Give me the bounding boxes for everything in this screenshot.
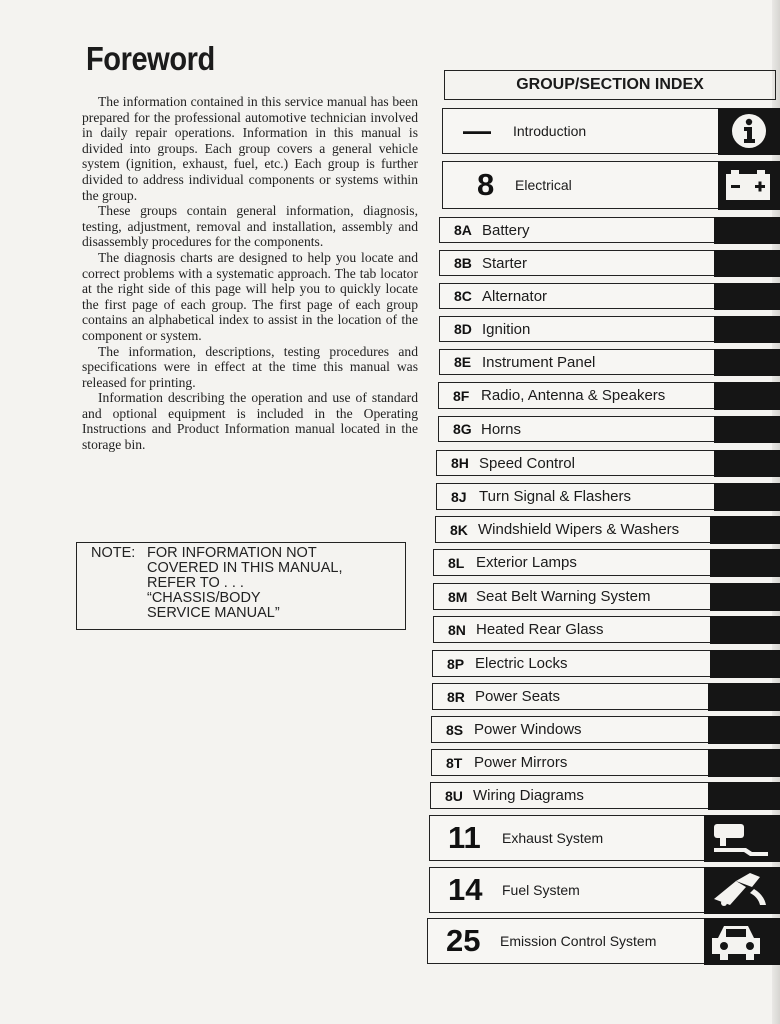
index-label: Power Mirrors — [474, 754, 568, 771]
index-row-section[interactable] — [439, 349, 780, 375]
index-tab[interactable] — [718, 108, 780, 155]
index-row-section[interactable] — [432, 650, 780, 677]
index-tab[interactable] — [710, 650, 780, 678]
note-box — [76, 542, 406, 630]
index-code: 8T — [446, 754, 463, 771]
index-code: 8B — [454, 255, 472, 271]
note-label: NOTE: — [91, 545, 136, 561]
index-tab[interactable] — [718, 161, 780, 210]
index-code: 8F — [453, 387, 470, 404]
index-label: Exterior Lamps — [476, 554, 577, 571]
index-label: Fuel System — [502, 882, 580, 898]
index-label: Electric Locks — [475, 655, 568, 672]
index-row-exhaust-system[interactable] — [429, 815, 780, 861]
foreword-paragraph-4: The information, descriptions, testing procedures and specifications were in effect at the time this manual was released for printing. — [82, 343, 418, 390]
exhaust-icon — [710, 818, 770, 858]
index-row-section[interactable] — [430, 782, 780, 809]
index-label: Electrical — [515, 177, 572, 193]
index-label: Exhaust System — [502, 830, 604, 846]
index-row-section[interactable] — [432, 683, 780, 710]
index-row-section[interactable] — [433, 549, 780, 576]
index-tab[interactable] — [714, 316, 780, 343]
foreword-paragraph-1: The information contained in this service manual has been prepared for the professional automotive technician involved in daily repair operations. Information in this manual is divided into groups. Each group covers a general vehicle system (ignition, exhaust, fuel, etc.) Each group is further divided to address individual components or systems within the group. — [82, 94, 418, 203]
index-code: 8D — [454, 321, 472, 337]
index-tab[interactable] — [704, 815, 780, 862]
index-row-section[interactable] — [438, 382, 780, 409]
index-tab[interactable] — [708, 782, 780, 810]
index-label: Seat Belt Warning System — [476, 588, 651, 605]
foreword-body — [82, 94, 418, 453]
index-tab[interactable] — [714, 283, 780, 310]
index-code: 8M — [448, 588, 468, 605]
index-code: 8L — [448, 554, 465, 571]
index-row-electrical[interactable] — [442, 161, 780, 209]
index-tab[interactable] — [708, 716, 780, 744]
index-row-section[interactable] — [435, 516, 780, 543]
index-label: Emission Control System — [500, 933, 657, 949]
index-label: Wiring Diagrams — [473, 787, 584, 804]
info-icon — [729, 111, 769, 151]
index-tab[interactable] — [714, 483, 780, 511]
index-code: 8G — [453, 421, 472, 437]
index-label: Windshield Wipers & Washers — [478, 521, 680, 538]
index-tab[interactable] — [704, 867, 780, 914]
index-label: Ignition — [482, 320, 531, 338]
index-code: 14 — [448, 872, 483, 907]
index-tab[interactable] — [710, 583, 780, 611]
index-tab[interactable] — [714, 382, 780, 410]
index-title: GROUP/SECTION INDEX — [444, 70, 776, 100]
index-tab[interactable] — [708, 749, 780, 777]
index-label: Battery — [482, 221, 530, 239]
index-label: Speed Control — [479, 454, 575, 472]
index-row-section[interactable] — [433, 583, 780, 610]
page-title: Foreword — [86, 40, 215, 77]
index-tab[interactable] — [710, 516, 780, 544]
index-code: 8 — [477, 167, 495, 202]
battery-icon — [723, 169, 773, 203]
index-code: 8P — [447, 655, 465, 672]
index-tab[interactable] — [714, 217, 780, 244]
index-label: Alternator — [482, 287, 548, 305]
index-row-section[interactable] — [439, 316, 780, 342]
index-row-section[interactable] — [439, 283, 780, 309]
index-tab[interactable] — [714, 416, 780, 443]
index-row-section[interactable] — [436, 483, 780, 510]
index-row-section[interactable] — [433, 616, 780, 643]
index-tab[interactable] — [710, 549, 780, 577]
index-label: Radio, Antenna & Speakers — [481, 387, 666, 404]
index-code: 8N — [448, 621, 466, 638]
index-tab[interactable] — [710, 616, 780, 644]
fuel-nozzle-icon — [710, 869, 772, 911]
index-label: Horns — [481, 420, 522, 438]
foreword-paragraph-5: Information describing the operation and use of standard and optional equipment is included in the Operating Instructions and Product Information manual located in the storage bin. — [82, 390, 418, 453]
foreword-paragraph-2: These groups contain general information, diagnosis, testing, adjustment, removal and installation, assembly and disassembly procedures for the components. — [82, 203, 418, 250]
index-label: Instrument Panel — [482, 353, 596, 371]
index-row-section[interactable] — [439, 217, 780, 243]
index-tab[interactable] — [708, 683, 780, 711]
index-label: Introduction — [513, 123, 587, 139]
index-label: Heated Rear Glass — [476, 621, 604, 638]
index-label: Turn Signal & Flashers — [479, 488, 632, 505]
index-code: 8U — [445, 787, 463, 804]
foreword-paragraph-3: The diagnosis charts are designed to help you locate and correct problems with a systematic approach. The tab locator at the right side of this page will help you to quickly locate the first page of each group. The first page of each group contains an alphabetical index to assist in the location of the component or system. — [82, 249, 418, 343]
index-tab[interactable] — [714, 250, 780, 277]
index-row-section[interactable] — [431, 749, 780, 776]
index-row-introduction[interactable] — [442, 108, 780, 154]
index-tab[interactable] — [704, 918, 780, 965]
index-code: 25 — [446, 923, 481, 958]
index-row-emission-control-system[interactable] — [427, 918, 780, 964]
index-row-section[interactable] — [436, 450, 780, 476]
index-code: 8E — [454, 354, 472, 370]
index-code: 8R — [447, 688, 465, 705]
index-tab[interactable] — [714, 450, 780, 477]
note-text: FOR INFORMATION NOT COVERED IN THIS MANUAL, REFER TO . . . “CHASSIS/BODY SERVICE MANUAL” — [147, 545, 343, 621]
index-code: 8H — [451, 455, 469, 471]
index-tab[interactable] — [714, 349, 780, 376]
index-code: 8J — [451, 488, 467, 505]
index-row-section[interactable] — [439, 250, 780, 276]
index-row-fuel-system[interactable] — [429, 867, 780, 913]
index-code: 8A — [454, 222, 472, 238]
index-code: 8S — [446, 721, 464, 738]
index-row-section[interactable] — [431, 716, 780, 743]
index-code: 8K — [450, 521, 468, 538]
index-label: Power Seats — [475, 688, 561, 705]
index-row-section[interactable] — [438, 416, 780, 442]
index-code: 11 — [448, 820, 481, 855]
index-code: — — [463, 115, 491, 146]
index-label: Starter — [482, 254, 528, 272]
index-label: Power Windows — [474, 721, 582, 738]
index-code: 8C — [454, 288, 472, 304]
emission-car-icon — [710, 920, 770, 962]
